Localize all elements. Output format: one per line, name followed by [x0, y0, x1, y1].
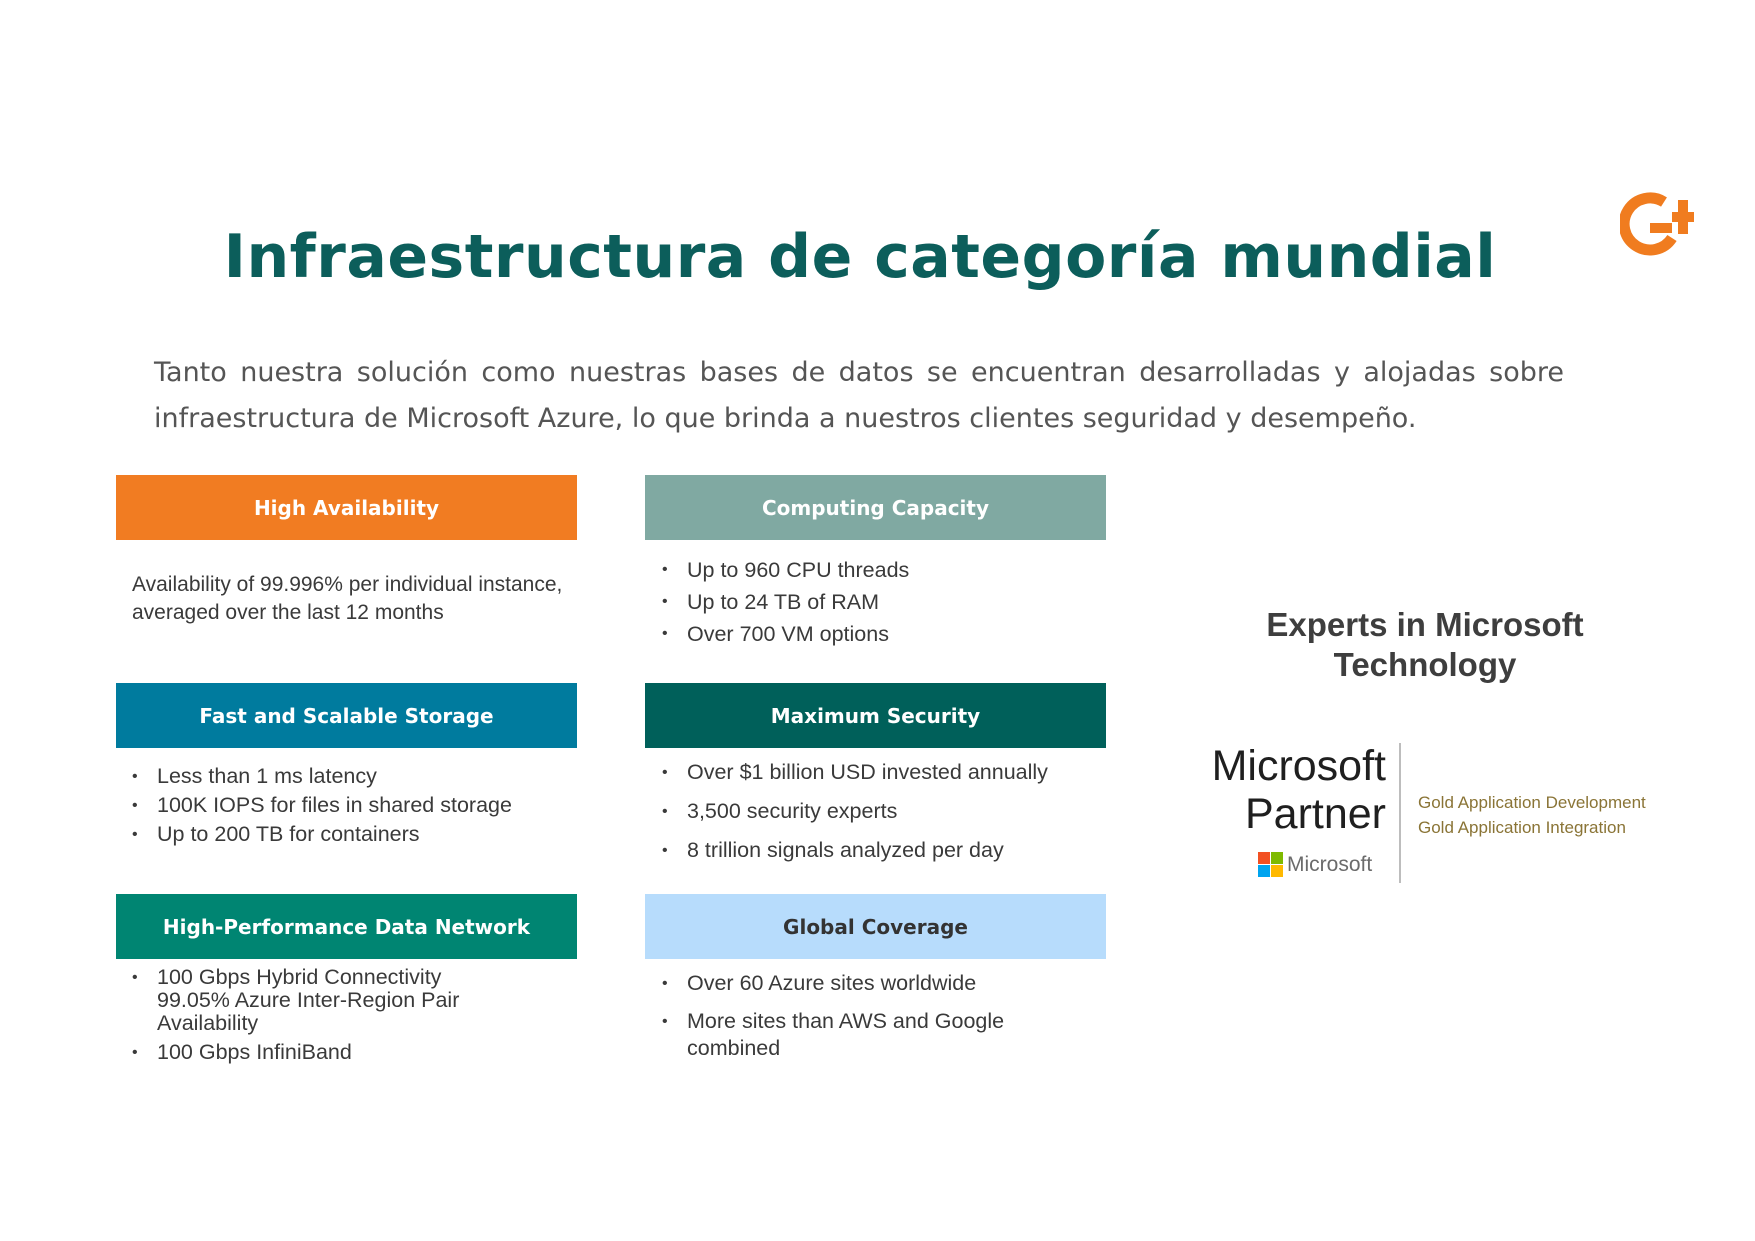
partner-divider [1399, 743, 1401, 883]
card-computing-capacity-header: Computing Capacity [645, 475, 1106, 540]
list-item: • 100 Gbps Hybrid Connectivity 99.05% Azure Inter-Region Pair Availability [132, 966, 492, 1035]
card-storage-header: Fast and Scalable Storage [116, 683, 577, 748]
list-item: • Over $1 billion USD invested annually [662, 753, 1048, 792]
card-coverage-header: Global Coverage [645, 894, 1106, 959]
page-title: Infraestructura de categoría mundial [223, 222, 1497, 292]
partner-line-2: Partner [1244, 790, 1386, 838]
high-availability-text: Availability of 99.996% per individual instance, averaged over the last 12 months [132, 573, 563, 624]
list-item: • Up to 200 TB for containers [132, 820, 512, 849]
card-high-availability-header: High Availability [116, 475, 577, 540]
list-item: • 3,500 security experts [662, 792, 1048, 831]
partner-line-1: Microsoft [1211, 742, 1386, 790]
list-item: • 8 trillion signals analyzed per day [662, 831, 1048, 870]
list-item: • More sites than AWS and Google combined [662, 1008, 1062, 1062]
coverage-list [662, 970, 1062, 1062]
list-item: • Up to 24 TB of RAM [662, 586, 909, 618]
microsoft-partner-logo [1190, 742, 1386, 838]
intro-paragraph: Tanto nuestra solución como nuestras bases de datos se encuentran desarrolladas y alojadas sobre infraestructura de Microsoft Azure, lo que brinda a nuestros clientes seguridad y desempeño. [154, 357, 1564, 434]
gold-competencies [1418, 790, 1646, 840]
storage-list [132, 762, 512, 849]
gold-competency: Gold Application Integration [1418, 818, 1626, 837]
security-list [662, 753, 1048, 870]
list-item: • Up to 960 CPU threads [662, 554, 909, 586]
experts-heading: Experts in Microsoft Technology [1266, 606, 1584, 683]
card-security-header: Maximum Security [645, 683, 1106, 748]
card-network-header: High-Performance Data Network [116, 894, 577, 959]
list-item: • 100 Gbps InfiniBand [132, 1041, 492, 1064]
list-item: • 100K IOPS for files in shared storage [132, 791, 512, 820]
microsoft-windows-icon [1258, 852, 1283, 877]
computing-capacity-list [662, 554, 909, 650]
microsoft-brand [1258, 852, 1372, 877]
gold-competency: Gold Application Development [1418, 793, 1646, 812]
list-item: • Over 60 Azure sites worldwide [662, 970, 1062, 997]
list-item: • Over 700 VM options [662, 618, 909, 650]
microsoft-brand-text: Microsoft [1287, 852, 1373, 876]
list-item: • Less than 1 ms latency [132, 762, 512, 791]
network-list [132, 966, 492, 1064]
